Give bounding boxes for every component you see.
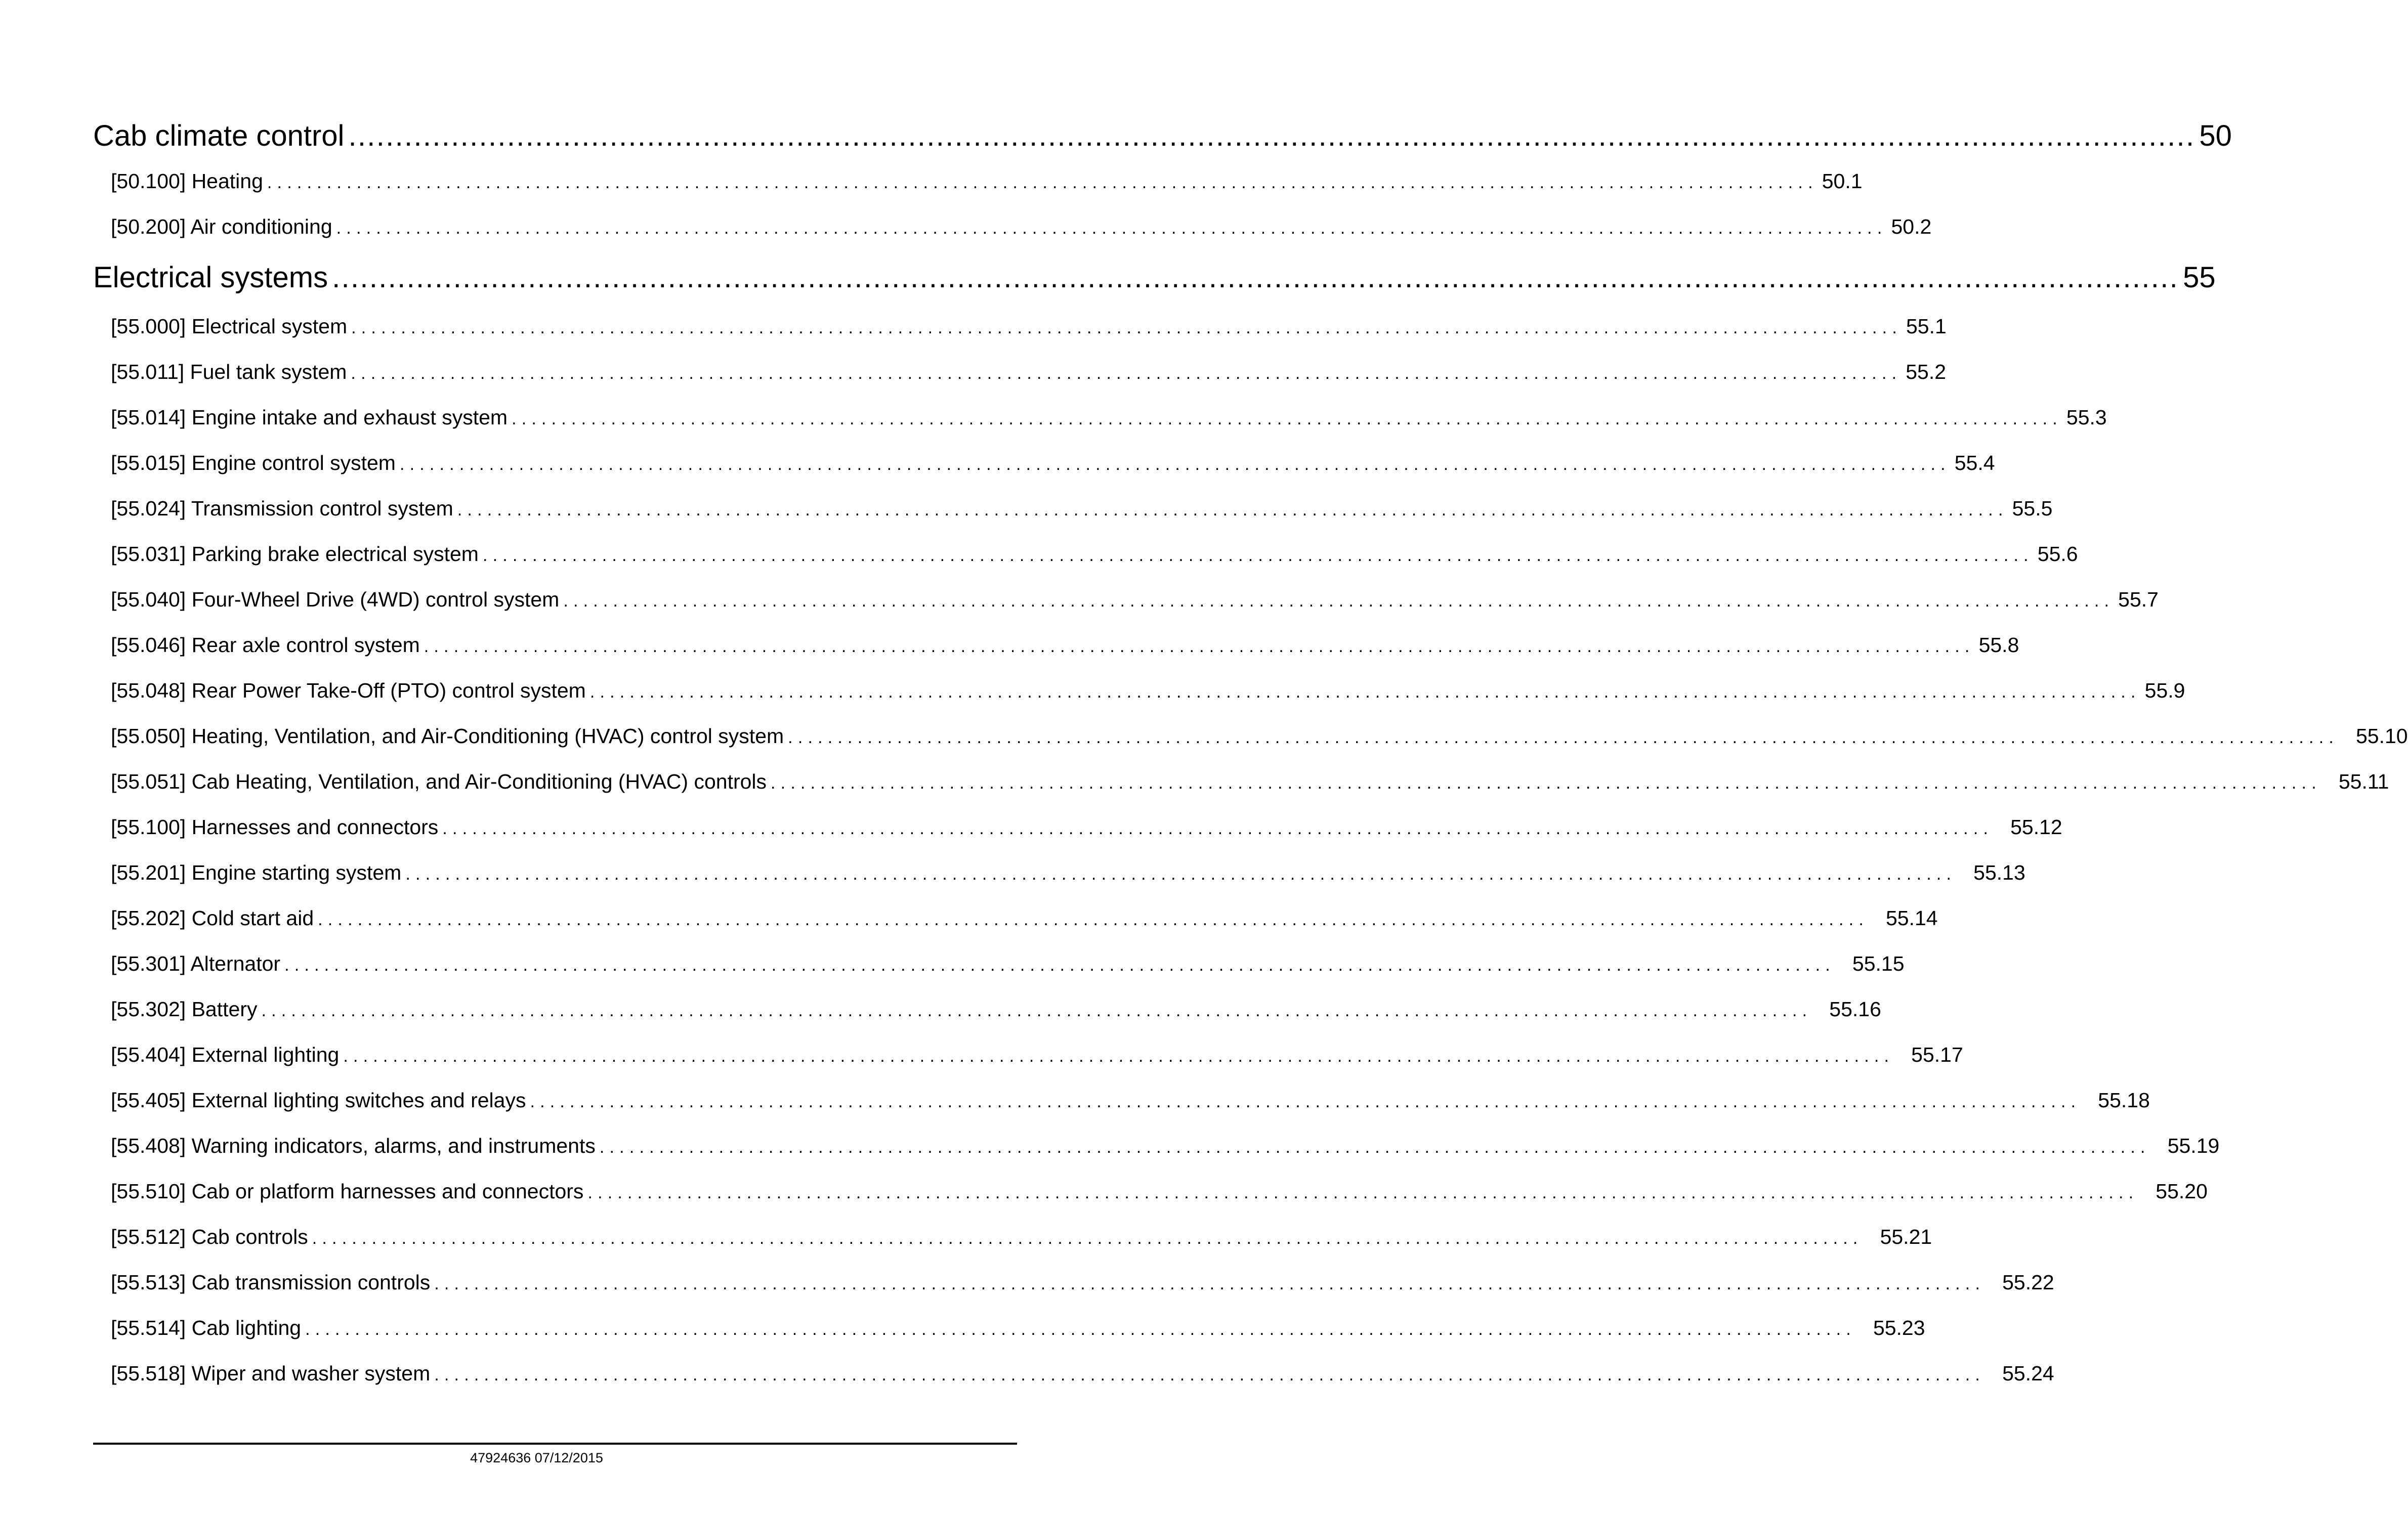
toc-entry[interactable] [111,315,1947,338]
dot-leader: ............................................................................................................................................................ [424,637,1975,656]
dot-leader: ............................................................................................................................................................ [482,546,2034,565]
toc-entry[interactable] [111,815,2062,839]
dot-leader: ............................................................................................................................................................ [351,318,1902,337]
entry-label: [55.040] Four-Wheel Drive (4WD) control system [111,588,560,611]
entry-label: [55.513] Cab transmission controls [111,1271,431,1294]
entry-page-number: 55.17 [1911,1043,1963,1066]
entry-label: [55.014] Engine intake and exhaust system [111,406,508,429]
dot-leader: ............................................................................................................................................................ [399,455,1951,474]
footer-document-code: 47924636 07/12/2015 [470,1450,603,1465]
entry-page-number: 55.24 [2002,1362,2054,1385]
dot-leader: ............................................................................................................................................................ [589,682,2141,702]
entry-label: [50.100] Heating [111,169,263,193]
entry-label: [55.031] Parking brake electrical system [111,542,479,566]
entry-page-number: 55.18 [2098,1089,2150,1112]
entry-label: [55.301] Alternator [111,952,281,975]
dot-leader: ............................................................................................................................................................ [442,819,1994,838]
dot-leader: ............................................................................................................................................................ [434,1365,1985,1384]
entry-label: [55.514] Cab lighting [111,1316,302,1339]
dot-leader: ............................................................................................................................................................ [261,1001,1812,1020]
dot-leader: ............................................................................................................................................................ [336,219,1887,238]
toc-entry[interactable] [111,906,1938,930]
section-page-number: 50 [2199,119,2232,152]
toc-entry[interactable] [111,861,2025,885]
toc-entry[interactable] [111,633,2019,657]
entry-page-number: 55.13 [1973,861,2025,884]
toc-entry[interactable] [111,360,1947,384]
toc-section-heading[interactable] [93,261,2216,294]
toc-entry[interactable] [111,406,2107,429]
entry-label: [55.100] Harnesses and connectors [111,815,439,839]
dot-leader: ...................................................................................................................................................................................................... [348,119,2195,152]
entry-page-number: 55.20 [2156,1180,2208,1203]
toc-entry[interactable] [111,724,2408,748]
dot-leader: ............................................................................................................................................................ [587,1183,2139,1202]
dot-leader: ............................................................................................................................................................ [530,1092,2081,1111]
entry-label: [55.015] Engine control system [111,451,396,474]
dot-leader: ............................................................................................................................................................ [434,1274,1985,1293]
toc-entry[interactable] [111,1089,2150,1112]
entry-page-number: 55.5 [2012,497,2053,520]
dot-leader: ............................................................................................................................................................ [343,1047,1894,1066]
entry-label: [55.201] Engine starting system [111,861,402,884]
toc-entry[interactable] [111,952,1905,976]
entry-page-number: 55.12 [2010,815,2062,839]
toc-entry[interactable] [111,169,1863,193]
entry-page-number: 55.21 [1880,1225,1932,1248]
dot-leader: ............................................................................................................................................................ [599,1138,2150,1157]
toc-section-heading[interactable] [93,119,2232,153]
dot-leader: ............................................................................................................................................................ [318,910,1869,929]
dot-leader: ............................................................................................................................................................ [405,864,1957,884]
entry-page-number: 55.6 [2037,542,2078,566]
entry-label: [55.404] External lighting [111,1043,340,1066]
toc-entry[interactable] [111,1134,2220,1158]
entry-page-number: 50.2 [1891,215,1932,238]
dot-leader: ............................................................................................................................................................ [284,956,1835,975]
section-page-number: 55 [2183,261,2216,294]
section-title: Electrical systems [93,261,328,294]
entry-page-number: 55.11 [2338,770,2389,793]
section-title: Cab climate control [93,119,345,152]
entry-page-number: 55.2 [1906,360,1947,383]
entry-page-number: 55.14 [1885,906,1938,930]
entry-page-number: 55.8 [1978,633,2019,657]
toc-entry[interactable] [111,542,2078,566]
entry-page-number: 55.23 [1873,1316,1925,1339]
toc-entry[interactable] [111,1225,1932,1249]
dot-leader: ............................................................................................................................................................ [771,773,2321,793]
entry-label: [50.200] Air conditioning [111,215,332,238]
entry-label: [55.408] Warning indicators, alarms, and instruments [111,1134,596,1157]
entry-page-number: 55.7 [2118,588,2159,611]
toc-entry[interactable] [111,497,2053,521]
footer-divider [93,1443,1017,1445]
entry-page-number: 55.15 [1852,952,1905,975]
dot-leader: ............................................................................................................................................................ [305,1320,1856,1339]
entry-label: [55.405] External lighting switches and relays [111,1089,526,1112]
entry-label: [55.302] Battery [111,998,258,1021]
toc-entry[interactable] [111,588,2159,612]
dot-leader: ............................................................................................................................................................ [267,173,1818,192]
entry-label: [55.510] Cab or platform harnesses and connectors [111,1180,584,1203]
entry-page-number: 50.1 [1822,169,1863,193]
entry-label: [55.046] Rear axle control system [111,633,420,657]
toc-entry[interactable] [111,679,2185,703]
toc-entry[interactable] [111,1316,1925,1340]
entry-page-number: 55.19 [2167,1134,2220,1157]
entry-label: [55.518] Wiper and washer system [111,1362,431,1385]
dot-leader: ............................................................................................................................................................ [563,591,2115,611]
toc-entry[interactable] [111,215,1932,239]
entry-page-number: 55.1 [1906,315,1947,338]
entry-label: [55.024] Transmission control system [111,497,453,520]
entry-label: [55.202] Cold start aid [111,906,314,930]
dot-leader: ............................................................................................................................................................ [512,409,2062,428]
dot-leader: ............................................................................................................................................................ [788,728,2339,747]
entry-page-number: 55.4 [1954,451,1995,474]
entry-label: [55.000] Electrical system [111,315,348,338]
dot-leader: ...................................................................................................................................................................................................... [332,261,2179,294]
toc-entry[interactable] [111,1180,2208,1203]
toc-entry[interactable] [111,1271,2054,1294]
entry-label: [55.051] Cab Heating, Ventilation, and Air-Conditioning (HVAC) controls [111,770,767,793]
entry-page-number: 55.16 [1829,998,1881,1021]
toc-entry[interactable] [111,1043,1963,1067]
dot-leader: ............................................................................................................................................................ [312,1229,1863,1248]
entry-label: [55.048] Rear Power Take-Off (PTO) control system [111,679,586,702]
entry-page-number: 55.10 [2356,724,2408,748]
dot-leader: ............................................................................................................................................................ [457,500,2008,519]
toc-entry[interactable] [111,451,1995,475]
entry-page-number: 55.22 [2002,1271,2054,1294]
toc-entry[interactable] [111,770,2389,794]
entry-label: [55.512] Cab controls [111,1225,308,1248]
toc-entry[interactable] [111,998,1881,1021]
entry-label: [55.050] Heating, Ventilation, and Air-Conditioning (HVAC) control system [111,724,784,748]
entry-label: [55.011] Fuel tank system [111,360,347,383]
toc-entry[interactable] [111,1362,2054,1385]
dot-leader: ............................................................................................................................................................ [351,364,1902,383]
entry-page-number: 55.3 [2066,406,2107,429]
entry-page-number: 55.9 [2144,679,2185,702]
